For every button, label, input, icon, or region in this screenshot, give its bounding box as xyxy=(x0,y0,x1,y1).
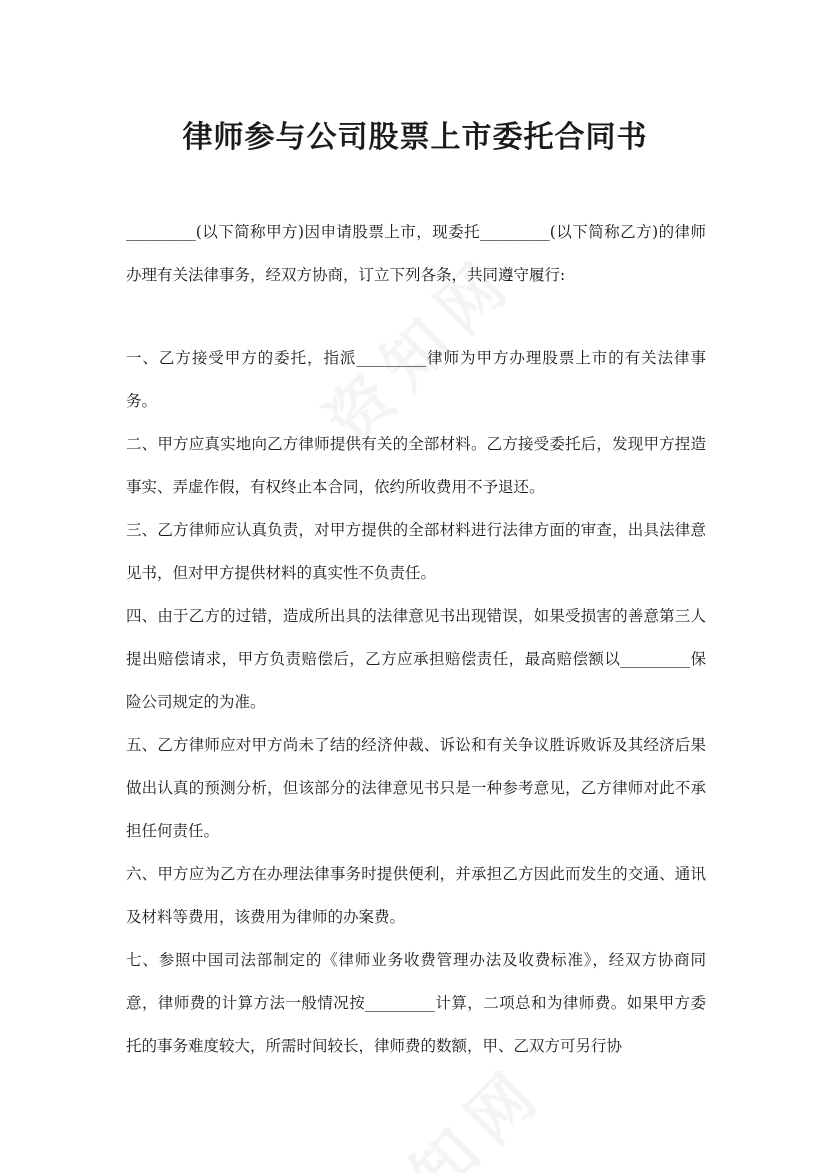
intro-paragraph: _________(以下简称甲方)因申请股票上市，现委托_________(以下简称乙方)的律师办理有关法律事务，经双方协商，订立下列各条，共同遵守履行: xyxy=(126,223,706,284)
clause-6: 六、甲方应为乙方在办理法律事务时提供便利，并承担乙方因此而发生的交通、通讯及材料等费用，该费用为律师的办案费。 xyxy=(126,865,706,926)
clause-1: 一、乙方接受甲方的委托，指派_________律师为甲方办理股票上市的有关法律事务。 xyxy=(126,349,706,410)
clause-5: 五、乙方律师应对甲方尚未了结的经济仲裁、诉讼和有关争议胜诉败诉及其经济后果做出认真的预测分析，但该部分的法律意见书只是一种参考意见，乙方律师对此不承担任何责任。 xyxy=(126,736,706,840)
clause-4: 四、由于乙方的过错，造成所出具的法律意见书出现错误，如果受损害的善意第三人提出赔偿请求，甲方负责赔偿后，乙方应承担赔偿责任，最高赔偿额以_________保险公司规定的为准。 xyxy=(126,607,706,711)
clause-2: 二、甲方应真实地向乙方律师提供有关的全部材料。乙方接受委托后，发现甲方捏造事实、弄虚作假，有权终止本合同，依约所收费用不予退还。 xyxy=(126,435,706,496)
clause-7: 七、参照中国司法部制定的《律师业务收费管理办法及收费标准》，经双方协商同意，律师费的计算方法一般情况按_________计算，二项总和为律师费。如果甲方委托的事务难度较大，所需时间较长，律师费的数额，甲、乙双方可另行协 xyxy=(126,951,706,1055)
document-title: 律师参与公司股票上市委托合同书 xyxy=(182,120,648,155)
clause-3: 三、乙方律师应认真负责，对甲方提供的全部材料进行法律方面的审查，出具法律意见书，但对甲方提供材料的真实性不负责任。 xyxy=(126,521,706,582)
